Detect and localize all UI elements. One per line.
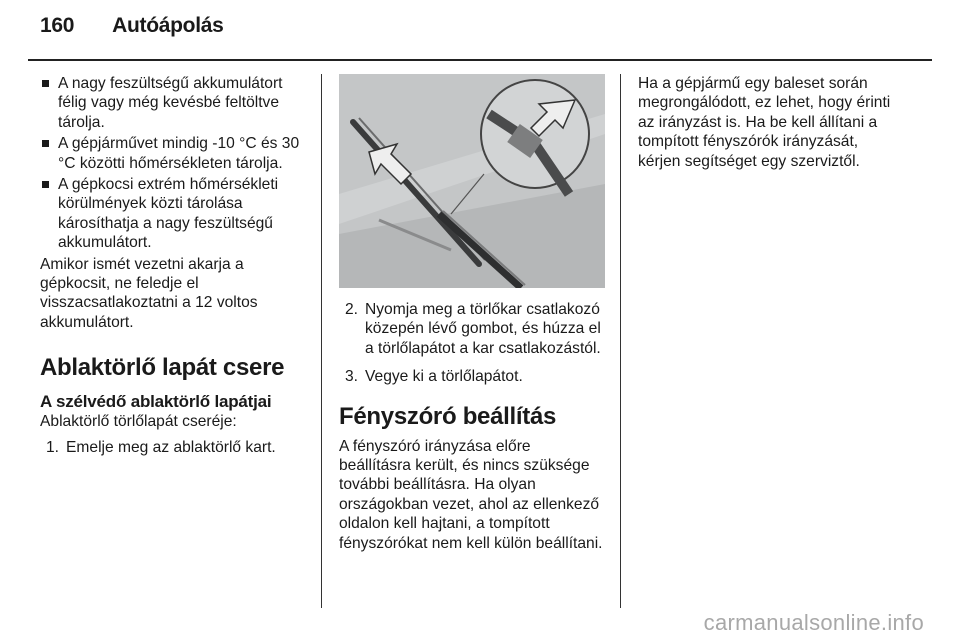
step-2 (339, 300, 605, 358)
column-divider-left (321, 74, 322, 608)
chapter-title: Autóápolás (112, 14, 224, 37)
subsection-heading-windshield-wipers: A szélvédő ablaktörlő lapátjai (40, 392, 272, 412)
bullet-square-icon (42, 181, 49, 188)
wiper-arm-illustration (339, 74, 605, 288)
step-number: 1. (46, 438, 60, 456)
headlight-paragraph: A fényszóró irányzása előre beállításra került, és nincs szüksége további beállításra. Ha olyan országokban vezet, ahol az ellenkező oldalon kell hajtani, a tompított fényszórókat nem kell külön beállítani. (339, 437, 603, 552)
wiper-arm-icon (339, 74, 605, 288)
step-number: 3. (345, 368, 359, 386)
step-text: Emelje meg az ablaktörlő kart. (66, 438, 276, 456)
header-rule (28, 59, 932, 61)
section-heading-wiper: Ablaktörlő lapát csere (40, 354, 285, 382)
bullet-square-icon (42, 140, 49, 147)
step-number: 2. (345, 301, 359, 318)
step-text: Vegye ki a törlőlapátot. (365, 368, 523, 386)
list-item: A gépkocsi extrém hőmérsékleti körülmények közti tárolása károsíthatja a nagy feszültségű akkumulátort. (40, 175, 305, 253)
list-item: A nagy feszültségű akkumulátort félig vagy még kevésbé feltöltve tárolja. (40, 74, 305, 132)
list-item: A gépjárművet mindig -10 °C és 30 °C közötti hőmérsékleten tárolja. (40, 134, 305, 173)
column-divider-right (620, 74, 621, 608)
column-middle (339, 74, 605, 553)
bullet-square-icon (42, 80, 49, 87)
section-heading-headlight: Fényszóró beállítás (339, 402, 557, 430)
column-left (40, 74, 305, 457)
accident-paragraph: Ha a gépjármű egy baleset során megrongálódott, ez lehet, hogy érinti az irányzást is. Ha be kell állítani a tompított fényszórók irányzását, kérjen segítséget egy szerviztől. (638, 75, 891, 170)
watermark: carmanualsonline.info (703, 610, 924, 635)
column-right (638, 74, 903, 171)
reconnect-paragraph: Amikor ismét vezetni akarja a gépkocsit, ne feledje el visszacsatlakoztatni a 12 voltos akkumulátort. (40, 255, 258, 331)
step-3 (339, 367, 605, 386)
page-header (40, 14, 223, 38)
step-text: Nyomja meg a törlőkar csatlakozó közepén lévő gombot, és húzza el a törlőlapátot a kar csatlakozástól. (365, 301, 601, 357)
page-number: 160 (40, 14, 75, 37)
step-1 (40, 438, 305, 457)
wiper-intro: Ablaktörlő törlőlapát cseréje: (40, 413, 237, 431)
bullet-list (40, 74, 305, 253)
